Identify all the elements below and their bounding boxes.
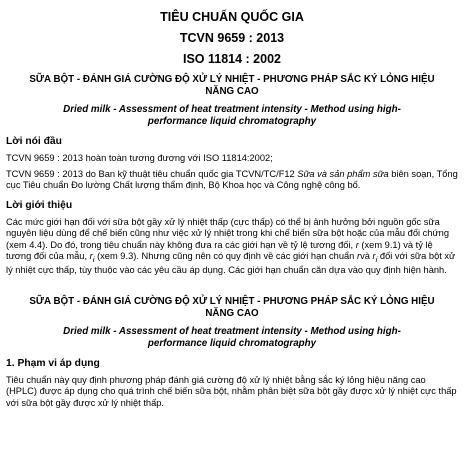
intro-text-2: (xem 9.1) và tỷ lệ tương đối của mẫu, bbox=[6, 239, 433, 261]
english-title: Dried milk - Assessment of heat treatment intensity - Method using high-performance liquid chromatography bbox=[63, 104, 401, 127]
foreword-paragraph-1: TCVN 9659 : 2013 hoàn toàn tương đương với ISO 11814:2002; bbox=[6, 153, 273, 163]
body-vietnamese-title: SỮA BỘT - ĐÁNH GIÁ CƯỜNG ĐỘ XỬ LÝ NHIỆT - PHƯƠNG PHÁP SẮC KÝ LỎNG HIỆU NĂNG CAO bbox=[29, 295, 435, 319]
body-english-title: Dried milk - Assessment of heat treatment intensity - Method using high-performance liquid chromatography bbox=[63, 325, 401, 349]
introduction-heading: Lời giới thiệu bbox=[6, 199, 73, 211]
intro-text-4: và bbox=[360, 251, 373, 261]
vietnamese-title: SỮA BỘT - ĐÁNH GIÁ CƯỜNG ĐỘ XỬ LÝ NHIỆT - PHƯƠNG PHÁP SẮC KÝ LỎNG HIỆU NĂNG CAO bbox=[29, 74, 435, 97]
foreword-p2-text-2: biên soạn, Tổng cục Tiêu chuẩn Đo lường Chất lượng thẩm định, Bộ Khoa học và Công nghệ công bố. bbox=[6, 168, 458, 190]
standard-code-vn: TCVN 9659 : 2013 bbox=[179, 31, 285, 45]
scope-heading: 1. Phạm vi áp dụng bbox=[6, 357, 100, 369]
intro-var-ri-sub: i bbox=[92, 254, 95, 264]
scope-paragraph: Tiêu chuẩn này quy định phương pháp đánh giá cường độ xử lý nhiệt bằng sắc ký lỏng hiệu năng cao (HPLC) được áp dụng cho quá trình chế biến sữa bột, nhằm phân biệt sữa bột gầy được xử lý nhiệt cực thấp với sữa bột gầy được xử lý nhiệt thấp. bbox=[6, 374, 457, 408]
intro-var-r: r bbox=[355, 239, 359, 250]
foreword-heading: Lời nói đầu bbox=[6, 136, 62, 147]
intro-var-ri-2-base: r bbox=[372, 251, 376, 261]
intro-text-3: (xem 9.3). Nhưng cũng nên có quy định về các giới hạn chuẩn bbox=[94, 251, 357, 261]
standard-title: TIÊU CHUẨN QUỐC GIA bbox=[160, 10, 304, 24]
intro-var-ri-base: r bbox=[89, 251, 93, 261]
foreword-p2-committee-name: Sữa và sản phẩm sữa bbox=[297, 168, 389, 179]
intro-var-ri-2-sub: i bbox=[375, 254, 378, 264]
foreword-p2-text-1: TCVN 9659 : 2013 do Ban kỹ thuật tiêu chuẩn quốc gia TCVN/TC/F12 bbox=[6, 168, 298, 179]
standard-code-iso: ISO 11814 : 2002 bbox=[183, 52, 281, 66]
intro-var-r-2: r bbox=[356, 251, 361, 261]
foreword-paragraph-2 bbox=[6, 169, 458, 192]
introduction-paragraph bbox=[6, 217, 458, 277]
intro-text-5: đối với sữa bột xử lý nhiệt cực thấp, tùy thuộc vào các yêu cầu áp dụng. Các giới hạn chuẩn căn dựa vào quy định hiện hành. bbox=[6, 251, 456, 276]
section-gap bbox=[6, 277, 458, 289]
intro-text-1: Các mức giới hạn đối với sữa bột gầy xử lý nhiệt thấp (cực thấp) có thể bị ảnh hưởng bởi nguồn gốc sữa nguyên liệu dùng để chế biến cũng như việc xử lý nhiệt trong khi chế biến sữa bột hoặc của mẫu đối chứng (xem 4.4). Do đó, trong tiêu chuẩn này không đưa ra các giới hạn về tỷ lệ tương đối, bbox=[6, 216, 450, 250]
